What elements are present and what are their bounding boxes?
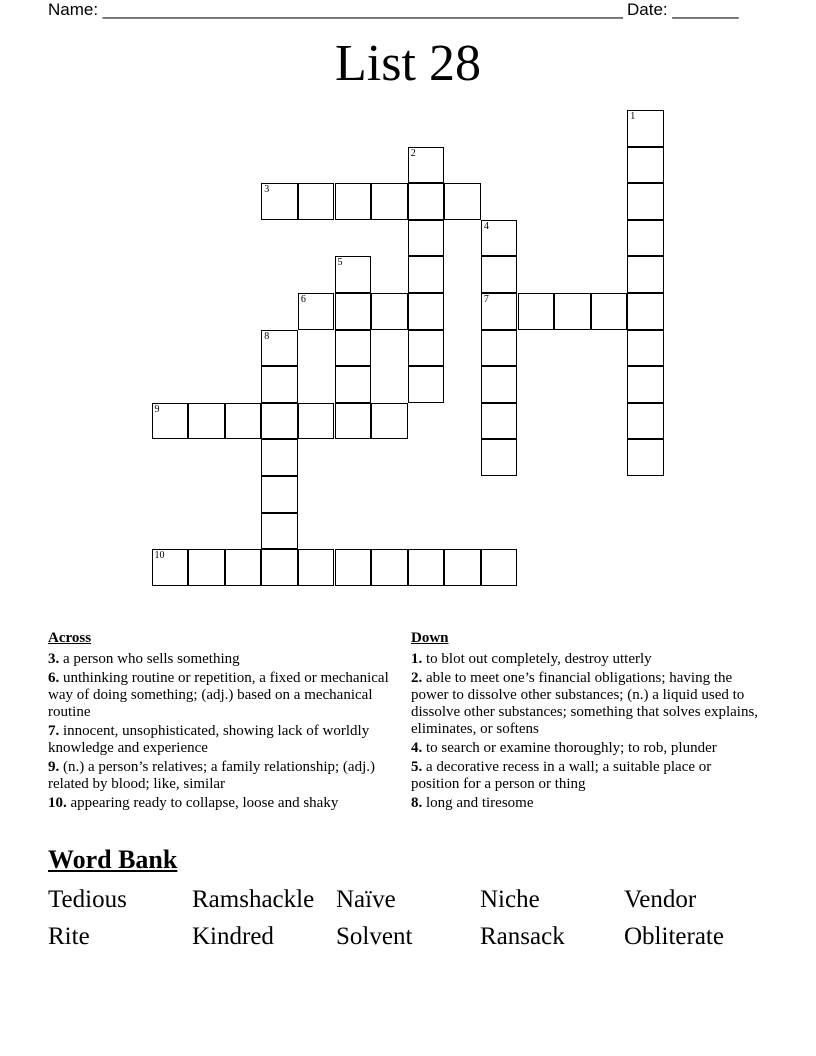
crossword-cell[interactable]: [261, 439, 298, 476]
crossword-cell[interactable]: [627, 366, 664, 403]
crossword-cell[interactable]: [335, 403, 372, 440]
cell-number: 8: [264, 330, 270, 342]
word-bank-word: Tedious: [48, 886, 127, 913]
crossword-cell[interactable]: [481, 220, 518, 257]
crossword-cell[interactable]: [335, 330, 372, 367]
clue-number: 7.: [48, 723, 60, 739]
clue-across: [48, 795, 400, 812]
crossword-cell[interactable]: [225, 403, 262, 440]
crossword-cell[interactable]: [298, 293, 335, 330]
word-bank-word: Obliterate: [624, 923, 724, 950]
down-clues: [411, 630, 763, 814]
crossword-cell[interactable]: [335, 293, 372, 330]
crossword-cell[interactable]: [591, 293, 628, 330]
crossword-cell[interactable]: [627, 293, 664, 330]
name-field: Name: _______________________________________________________: [48, 0, 623, 19]
crossword-cell[interactable]: [627, 330, 664, 367]
crossword-cell[interactable]: [298, 549, 335, 586]
crossword-cell[interactable]: [481, 366, 518, 403]
crossword-cell[interactable]: [481, 439, 518, 476]
crossword-cell[interactable]: [261, 476, 298, 513]
cell-number: 4: [483, 220, 489, 232]
word-bank-word: Rite: [48, 923, 90, 950]
clue-text: a decorative recess in a wall; a suitable place or position for a person or thing: [411, 759, 712, 792]
crossword-cell[interactable]: [225, 549, 262, 586]
crossword-cell[interactable]: [554, 293, 591, 330]
clue-text: to search or examine thoroughly; to rob, plunder: [426, 740, 717, 756]
across-clues: [48, 630, 400, 814]
crossword-cell[interactable]: [444, 549, 481, 586]
crossword-cell[interactable]: [371, 183, 408, 220]
crossword-cell[interactable]: [188, 549, 225, 586]
crossword-cell[interactable]: [518, 293, 555, 330]
across-heading: Across: [48, 630, 92, 646]
crossword-cell[interactable]: [627, 256, 664, 293]
word-bank-word: Vendor: [624, 886, 697, 913]
clue-across: [48, 759, 400, 793]
cell-number: 10: [154, 550, 165, 562]
clue-number: 4.: [411, 740, 423, 756]
clue-number: 5.: [411, 759, 423, 775]
crossword-cell[interactable]: [261, 366, 298, 403]
word-bank-word: Ramshackle: [192, 886, 315, 913]
word-bank-word: Solvent: [336, 923, 413, 950]
crossword-cell[interactable]: [627, 183, 664, 220]
crossword-cell[interactable]: [335, 256, 372, 293]
crossword-cell[interactable]: [408, 549, 445, 586]
cell-number: 1: [630, 111, 636, 122]
crossword-cell[interactable]: [298, 403, 335, 440]
word-bank-word: Naïve: [336, 886, 396, 913]
clue-across: [48, 723, 400, 757]
crossword-cell[interactable]: [261, 183, 298, 220]
clue-down: [411, 670, 763, 738]
clue-number: 2.: [411, 670, 423, 686]
crossword-cell[interactable]: [335, 183, 372, 220]
crossword-cell[interactable]: [335, 549, 372, 586]
word-bank-word: Ransack: [480, 923, 565, 950]
crossword-cell[interactable]: [408, 183, 445, 220]
crossword-cell[interactable]: [408, 293, 445, 330]
clue-down: [411, 651, 763, 668]
down-heading: Down: [411, 630, 449, 646]
clue-text: (n.) a person’s relatives; a family relationship; (adj.) related by blood; like, similar: [48, 759, 375, 792]
crossword-cell[interactable]: [408, 147, 445, 184]
crossword-cell[interactable]: [408, 220, 445, 257]
crossword-cell[interactable]: [481, 256, 518, 293]
crossword-cell[interactable]: [481, 549, 518, 586]
crossword-cell[interactable]: [335, 366, 372, 403]
cell-number: 5: [337, 257, 343, 269]
crossword-cell[interactable]: [261, 403, 298, 440]
crossword-cell[interactable]: [371, 293, 408, 330]
clue-text: innocent, unsophisticated, showing lack of worldly knowledge and experience: [48, 723, 370, 756]
crossword-cell[interactable]: [261, 330, 298, 367]
crossword-cell[interactable]: [408, 366, 445, 403]
crossword-cell[interactable]: [481, 403, 518, 440]
clue-text: unthinking routine or repetition, a fixed or mechanical way of doing something; (adj.) based on a mechanical routine: [48, 670, 389, 720]
crossword-cell[interactable]: [444, 183, 481, 220]
clue-text: to blot out completely, destroy utterly: [426, 651, 652, 667]
crossword-cell[interactable]: [627, 220, 664, 257]
clue-across: [48, 651, 400, 668]
clue-text: appearing ready to collapse, loose and shaky: [70, 795, 339, 811]
cell-number: 3: [264, 184, 270, 196]
crossword-cell[interactable]: [371, 403, 408, 440]
clue-number: 10.: [48, 795, 67, 811]
crossword-cell[interactable]: [627, 147, 664, 184]
crossword-cell[interactable]: [371, 549, 408, 586]
crossword-cell[interactable]: [627, 403, 664, 440]
word-bank-word: Niche: [480, 886, 540, 913]
clue-text: able to meet one’s financial obligations; having the power to dissolve other substances; (n.) a liquid used to dissolve other substances; something that solves explains, eliminates, or softens: [411, 670, 759, 737]
crossword-cell[interactable]: [481, 293, 518, 330]
clue-down: [411, 795, 763, 812]
page-title: List 28: [335, 35, 481, 92]
clue-number: 6.: [48, 670, 60, 686]
crossword-cell[interactable]: [152, 403, 189, 440]
crossword-cell[interactable]: [627, 439, 664, 476]
clue-across: [48, 670, 400, 721]
crossword-cell[interactable]: [188, 403, 225, 440]
clue-text: long and tiresome: [426, 795, 534, 811]
crossword-cell[interactable]: [261, 513, 298, 550]
clue-number: 3.: [48, 651, 60, 667]
crossword-cell[interactable]: [152, 549, 189, 586]
word-bank-title: Word Bank: [48, 845, 178, 874]
crossword-cell[interactable]: [627, 110, 664, 147]
clue-down: [411, 740, 763, 757]
clue-down: [411, 759, 763, 793]
crossword-cell[interactable]: [408, 256, 445, 293]
crossword-cell[interactable]: [298, 183, 335, 220]
word-bank-word: Kindred: [192, 923, 274, 950]
crossword-cell[interactable]: [408, 330, 445, 367]
date-field: Date: _______: [627, 0, 739, 19]
clue-number: 8.: [411, 795, 423, 811]
crossword-cell[interactable]: [261, 549, 298, 586]
clue-number: 1.: [411, 651, 423, 667]
cell-number: 7: [483, 294, 489, 305]
clue-number: 9.: [48, 759, 60, 775]
crossword-cell[interactable]: [481, 330, 518, 367]
cell-number: 6: [300, 294, 306, 305]
clue-text: a person who sells something: [63, 651, 240, 667]
cell-number: 2: [410, 147, 416, 159]
cell-number: 9: [154, 403, 160, 415]
